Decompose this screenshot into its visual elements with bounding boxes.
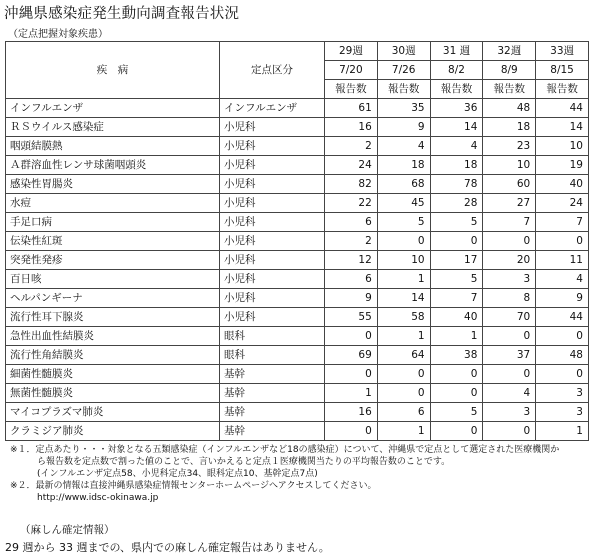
table-row [6, 346, 589, 365]
sentinel-category: 眼科 [220, 346, 325, 365]
report-count: 14 [536, 118, 589, 137]
table-row [6, 213, 589, 232]
measles-section-text: 29 週から 33 週までの、県内での麻しん確定報告はありません。 [5, 541, 330, 554]
report-count: 8 [483, 289, 536, 308]
report-count: 48 [536, 346, 589, 365]
report-count: 36 [430, 99, 483, 118]
report-count: 7 [483, 213, 536, 232]
report-count: 37 [483, 346, 536, 365]
sentinel-category: 小児科 [220, 251, 325, 270]
report-count: 9 [377, 118, 430, 137]
report-count: 4 [377, 137, 430, 156]
report-count: 12 [325, 251, 378, 270]
week-header: 33週 [536, 42, 589, 61]
disease-name: 急性出血性結膜炎 [6, 327, 220, 346]
category-column-header: 定点区分 [220, 42, 325, 99]
disease-name: マイコプラズマ肺炎 [6, 403, 220, 422]
report-count: 23 [483, 137, 536, 156]
report-count: 60 [483, 175, 536, 194]
date-header: 8/15 [536, 61, 589, 80]
sentinel-category: 小児科 [220, 118, 325, 137]
sentinel-category: 小児科 [220, 137, 325, 156]
report-count: 3 [536, 403, 589, 422]
sentinel-category: 小児科 [220, 289, 325, 308]
report-count: 5 [430, 270, 483, 289]
table-row [6, 403, 589, 422]
table-body [6, 99, 589, 441]
count-header: 報告数 [325, 80, 378, 99]
report-count: 69 [325, 346, 378, 365]
report-count: 14 [430, 118, 483, 137]
report-count: 78 [430, 175, 483, 194]
report-count: 10 [377, 251, 430, 270]
disease-name: 咽頭結膜熱 [6, 137, 220, 156]
report-count: 58 [377, 308, 430, 327]
report-count: 0 [536, 232, 589, 251]
measles-section-title: （麻しん確定情報） [20, 524, 115, 536]
report-count: 38 [430, 346, 483, 365]
report-count: 7 [536, 213, 589, 232]
report-count: 7 [430, 289, 483, 308]
sentinel-category: 基幹 [220, 422, 325, 441]
disease-name: 細菌性髄膜炎 [6, 365, 220, 384]
report-count: 4 [430, 137, 483, 156]
table-row [6, 99, 589, 118]
table-row [6, 194, 589, 213]
report-count: 5 [430, 403, 483, 422]
report-count: 68 [377, 175, 430, 194]
disease-name: 感染性胃腸炎 [6, 175, 220, 194]
table-row [6, 327, 589, 346]
surveillance-table [5, 41, 589, 441]
table-row [6, 118, 589, 137]
report-count: 18 [377, 156, 430, 175]
report-count: 0 [483, 365, 536, 384]
date-header: 7/26 [377, 61, 430, 80]
footnote-line: (インフルエンザ定点58、小児科定点34、眼科定点10、基幹定点7点) [10, 469, 318, 479]
disease-name: インフルエンザ [6, 99, 220, 118]
disease-name: Ａ群溶血性レンサ球菌咽頭炎 [6, 156, 220, 175]
report-count: 40 [430, 308, 483, 327]
report-count: 0 [483, 422, 536, 441]
report-count: 3 [483, 403, 536, 422]
report-count: 24 [536, 194, 589, 213]
report-count: 0 [483, 327, 536, 346]
disease-name: 百日咳 [6, 270, 220, 289]
report-count: 11 [536, 251, 589, 270]
disease-name: 水痘 [6, 194, 220, 213]
disease-name: クラミジア肺炎 [6, 422, 220, 441]
footnote-line: ※２．最新の情報は直接沖縄県感染症情報センターホームページへアクセスしてください。 [10, 481, 377, 491]
report-count: 10 [536, 137, 589, 156]
table-row [6, 232, 589, 251]
report-count: 0 [483, 232, 536, 251]
report-count: 40 [536, 175, 589, 194]
week-header-row [6, 42, 589, 61]
table-row [6, 422, 589, 441]
report-count: 9 [536, 289, 589, 308]
sentinel-category: 小児科 [220, 308, 325, 327]
sentinel-category: 小児科 [220, 175, 325, 194]
report-count: 1 [536, 422, 589, 441]
disease-name: 無菌性髄膜炎 [6, 384, 220, 403]
report-count: 61 [325, 99, 378, 118]
report-count: 10 [483, 156, 536, 175]
report-count: 27 [483, 194, 536, 213]
report-count: 22 [325, 194, 378, 213]
disease-name: ＲＳウイルス感染症 [6, 118, 220, 137]
report-count: 0 [430, 232, 483, 251]
table-row [6, 308, 589, 327]
table-row [6, 175, 589, 194]
report-count: 55 [325, 308, 378, 327]
report-count: 0 [377, 232, 430, 251]
count-header: 報告数 [483, 80, 536, 99]
report-count: 0 [536, 327, 589, 346]
report-count: 16 [325, 403, 378, 422]
table-row [6, 365, 589, 384]
report-count: 16 [325, 118, 378, 137]
footnote-line: ら報告数を定点数で割った値のことで、言いかえると定点１医療機関当たりの平均報告数のことです。 [10, 457, 451, 467]
report-count: 4 [536, 270, 589, 289]
table-row [6, 137, 589, 156]
report-count: 0 [430, 384, 483, 403]
report-count: 1 [377, 327, 430, 346]
report-count: 64 [377, 346, 430, 365]
sentinel-category: 小児科 [220, 232, 325, 251]
report-count: 2 [325, 232, 378, 251]
sentinel-category: 小児科 [220, 156, 325, 175]
report-count: 6 [325, 213, 378, 232]
report-count: 14 [377, 289, 430, 308]
report-count: 6 [325, 270, 378, 289]
table-row [6, 384, 589, 403]
report-count: 6 [377, 403, 430, 422]
footnote-url: http://www.idsc-okinawa.jp [10, 493, 159, 503]
report-count: 44 [536, 308, 589, 327]
report-count: 1 [377, 270, 430, 289]
report-count: 1 [430, 327, 483, 346]
report-count: 24 [325, 156, 378, 175]
report-count: 0 [377, 365, 430, 384]
sentinel-category: 基幹 [220, 365, 325, 384]
week-header: 31 週 [430, 42, 483, 61]
count-header: 報告数 [377, 80, 430, 99]
table-row [6, 270, 589, 289]
report-count: 5 [430, 213, 483, 232]
week-header: 30週 [377, 42, 430, 61]
footnotes [10, 444, 595, 504]
disease-name: 流行性耳下腺炎 [6, 308, 220, 327]
sentinel-category: 基幹 [220, 384, 325, 403]
report-count: 35 [377, 99, 430, 118]
report-count: 0 [325, 327, 378, 346]
disease-column-header: 疾 病 [6, 42, 220, 99]
week-header: 32週 [483, 42, 536, 61]
report-count: 82 [325, 175, 378, 194]
report-count: 9 [325, 289, 378, 308]
report-count: 19 [536, 156, 589, 175]
report-count: 45 [377, 194, 430, 213]
date-header: 8/9 [483, 61, 536, 80]
report-count: 0 [430, 365, 483, 384]
page-subtitle: （定点把握対象疾患） [8, 29, 108, 40]
report-count: 70 [483, 308, 536, 327]
sentinel-category: インフルエンザ [220, 99, 325, 118]
sentinel-category: 眼科 [220, 327, 325, 346]
sentinel-category: 小児科 [220, 194, 325, 213]
disease-name: 突発性発疹 [6, 251, 220, 270]
table-row [6, 251, 589, 270]
table-row [6, 156, 589, 175]
report-count: 20 [483, 251, 536, 270]
report-count: 0 [325, 365, 378, 384]
report-count: 1 [325, 384, 378, 403]
report-count: 0 [430, 422, 483, 441]
report-count: 0 [325, 422, 378, 441]
disease-name: 手足口病 [6, 213, 220, 232]
report-count: 44 [536, 99, 589, 118]
report-count: 1 [377, 422, 430, 441]
report-count: 48 [483, 99, 536, 118]
sentinel-category: 小児科 [220, 213, 325, 232]
footnote-line: ※１．定点あたり・・・対象となる五類感染症（インフルエンザなど18の感染症）について、沖縄県で定点として選定された医療機関か [10, 445, 560, 455]
sentinel-category: 基幹 [220, 403, 325, 422]
table-row [6, 289, 589, 308]
date-header: 8/2 [430, 61, 483, 80]
report-count: 18 [430, 156, 483, 175]
page-title: 沖縄県感染症発生動向調査報告状況 [4, 6, 240, 22]
report-count: 3 [536, 384, 589, 403]
report-count: 3 [483, 270, 536, 289]
report-count: 0 [377, 384, 430, 403]
report-count: 4 [483, 384, 536, 403]
date-header: 7/20 [325, 61, 378, 80]
disease-name: ヘルパンギーナ [6, 289, 220, 308]
count-header: 報告数 [536, 80, 589, 99]
disease-name: 流行性角結膜炎 [6, 346, 220, 365]
disease-name: 伝染性紅斑 [6, 232, 220, 251]
report-count: 17 [430, 251, 483, 270]
report-count: 28 [430, 194, 483, 213]
sentinel-category: 小児科 [220, 270, 325, 289]
report-count: 2 [325, 137, 378, 156]
report-count: 5 [377, 213, 430, 232]
report-count: 18 [483, 118, 536, 137]
count-header: 報告数 [430, 80, 483, 99]
report-count: 0 [536, 365, 589, 384]
week-header: 29週 [325, 42, 378, 61]
